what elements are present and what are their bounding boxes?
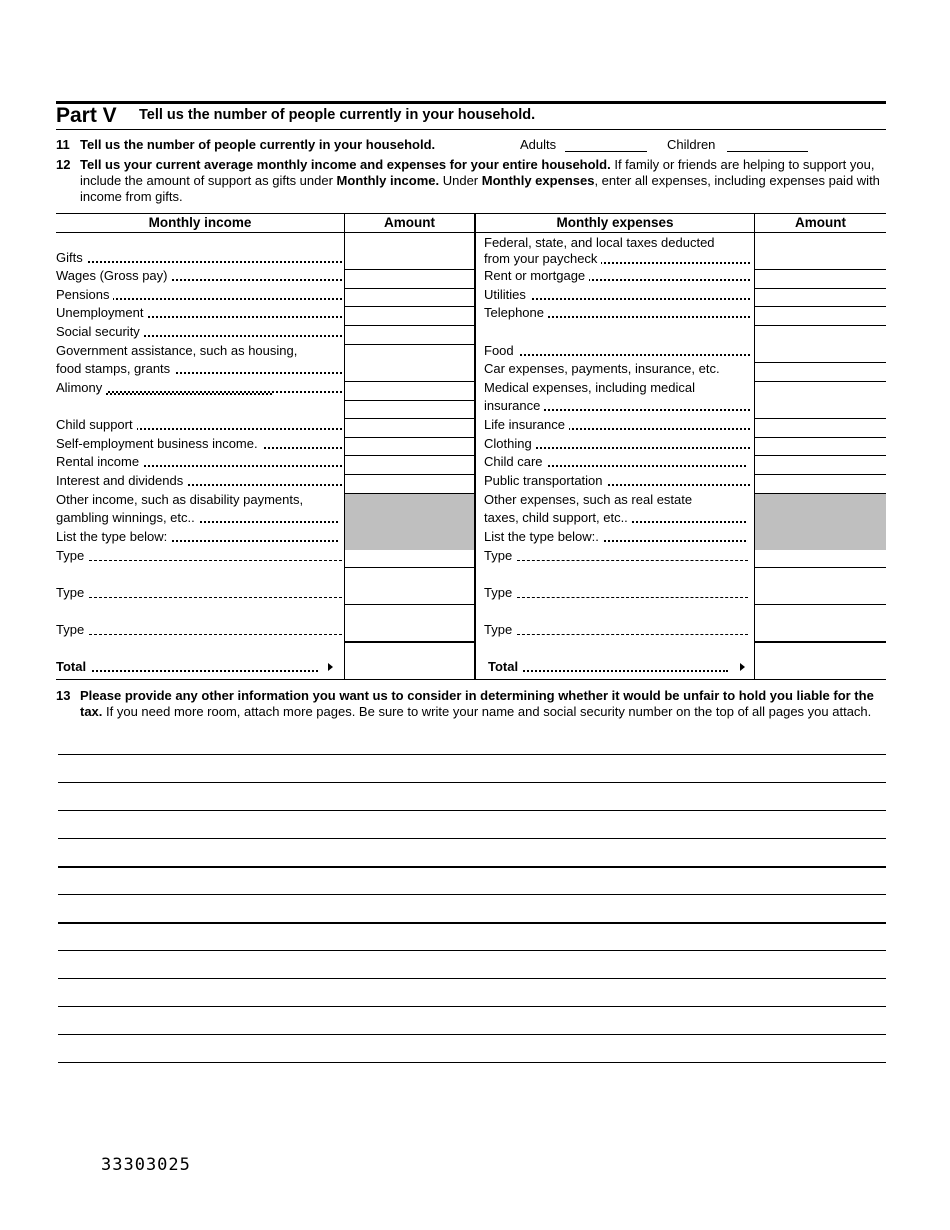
expense-list-type-label: List the type below:. — [484, 529, 746, 545]
expense-type2-label: Type — [484, 585, 513, 600]
income-type1-line[interactable] — [89, 560, 342, 561]
pensions-amount-field[interactable] — [345, 289, 474, 306]
writein-line[interactable] — [58, 1006, 886, 1007]
public-transport-label: Public transportation — [484, 473, 750, 489]
alimony-label: Alimony — [56, 380, 342, 396]
wages-label: Wages (Gross pay) — [56, 268, 342, 284]
taxes-label-2: from your paycheck — [484, 251, 750, 267]
income-row-line — [345, 493, 474, 494]
income-type2-amount-field[interactable] — [345, 568, 474, 604]
rent-label: Rent or mortgage — [484, 268, 750, 284]
col-divider-2 — [474, 213, 476, 680]
expense-total-label: Total — [488, 659, 728, 675]
income-amount-header: Amount — [384, 215, 435, 230]
life-insurance-amount-field[interactable] — [755, 419, 886, 437]
medical-label-2: insurance — [484, 398, 750, 414]
other-income-amount-field[interactable] — [345, 475, 474, 493]
telephone-label: Telephone — [484, 305, 750, 321]
part-bottom-rule — [56, 129, 886, 130]
clothing-label: Clothing — [484, 436, 750, 452]
expense-total-arrow-icon — [740, 663, 745, 671]
writein-line[interactable] — [58, 838, 886, 839]
car-amount-field[interactable] — [755, 363, 886, 381]
part-title: Tell us the number of people currently in your household. — [139, 107, 536, 123]
child-support-label: Child support — [56, 417, 342, 433]
income-type3-line[interactable] — [89, 634, 342, 635]
gov-assistance-amount-field[interactable] — [345, 345, 474, 381]
interest-amount-field[interactable] — [345, 456, 474, 474]
expense-header: Monthly expenses — [556, 215, 674, 230]
expense-type3-line[interactable] — [517, 634, 748, 635]
expense-type3-label: Type — [484, 622, 513, 637]
gov-assistance-label-1: Government assistance, such as housing, — [56, 343, 301, 359]
telephone-amount-field[interactable] — [755, 307, 886, 325]
q11-number: 11 — [56, 137, 70, 152]
medical-amount-field[interactable] — [755, 382, 886, 418]
wages-amount-field[interactable] — [345, 270, 474, 288]
children-label: Children — [667, 137, 716, 152]
unemployment-amount-field[interactable] — [345, 307, 474, 325]
alimony-amount-field[interactable] — [345, 382, 474, 400]
utilities-label: Utilities — [484, 287, 750, 303]
income-list-type-label: List the type below: — [56, 529, 338, 545]
food-label: Food — [484, 343, 750, 359]
other-income-label-2: gambling winnings, etc.. — [56, 510, 338, 526]
expense-shaded-cell — [755, 493, 886, 550]
income-type2-line[interactable] — [89, 597, 342, 598]
q11-text: Tell us the number of people currently in your household. — [80, 137, 436, 152]
life-insurance-label: Life insurance — [484, 417, 750, 433]
writein-line[interactable] — [58, 894, 886, 895]
income-total-amount-field[interactable] — [345, 643, 474, 679]
expense-type2-line[interactable] — [517, 597, 748, 598]
child-care-label: Child care — [484, 454, 746, 470]
expense-amount-header: Amount — [795, 215, 846, 230]
q12-bold2: Monthly income. — [336, 173, 440, 188]
writein-line[interactable] — [58, 782, 886, 783]
q12-bold3: Monthly expenses — [481, 173, 595, 188]
expense-row-line — [755, 493, 886, 494]
other-income-label-1: Other income, such as disability payments, — [56, 492, 307, 508]
interest-label: Interest and dividends — [56, 473, 342, 489]
expense-type1-amount-field[interactable] — [755, 551, 886, 567]
self-employment-label: Self-employment business income. — [56, 436, 342, 452]
table-bottom-rule — [56, 679, 886, 680]
taxes-amount-field[interactable] — [755, 233, 886, 269]
writein-line[interactable] — [58, 922, 886, 924]
writein-line[interactable] — [58, 1062, 886, 1063]
income-type3-label: Type — [56, 622, 85, 637]
q12-text1: If family or friends are helping to support you, include the amount of support as gifts under — [80, 157, 875, 188]
expense-total-amount-field[interactable] — [755, 643, 886, 679]
gov-assistance-label-2: food stamps, grants — [56, 361, 342, 377]
child-care-amount-field[interactable] — [755, 456, 886, 474]
medical-label-1: Medical expenses, including medical — [484, 380, 699, 396]
rental-amount-field[interactable] — [345, 438, 474, 455]
rental-label: Rental income — [56, 454, 342, 470]
self-employment-amount-field[interactable] — [345, 419, 474, 437]
child-support-amount-field[interactable] — [345, 401, 474, 418]
q13-rest: If you need more room, attach more pages. Be sure to write your name and social security number on the top of all pages you attach. — [102, 704, 872, 719]
income-type3-amount-field[interactable] — [345, 605, 474, 641]
other-expenses-label-2: taxes, child support, etc.. — [484, 510, 746, 526]
q13-number: 13 — [56, 688, 71, 703]
q12-number: 12 — [56, 157, 71, 172]
social-security-label: Social security — [56, 324, 342, 340]
public-transport-amount-field[interactable] — [755, 475, 886, 493]
children-input[interactable] — [727, 136, 808, 152]
income-shaded-cell — [345, 493, 474, 550]
form-code: 33303025 — [101, 1155, 191, 1175]
q12-text2: Under — [439, 173, 482, 188]
taxes-label-1: Federal, state, and local taxes deducted — [484, 235, 719, 251]
writein-line[interactable] — [58, 810, 886, 811]
unemployment-label: Unemployment — [56, 305, 342, 321]
expense-type1-line[interactable] — [517, 560, 748, 561]
adults-label: Adults — [520, 137, 557, 152]
writein-line[interactable] — [58, 754, 886, 755]
part-top-rule — [56, 101, 886, 104]
q12-text3: , enter all expenses, including expenses paid with income from gifts. — [80, 173, 880, 204]
part-label: Part V — [56, 104, 117, 127]
income-total-label: Total — [56, 659, 318, 675]
other-expenses-label-1: Other expenses, such as real estate — [484, 492, 696, 508]
gifts-label: Gifts — [56, 250, 342, 266]
food-amount-field[interactable] — [755, 326, 886, 362]
clothing-amount-field[interactable] — [755, 438, 886, 455]
income-type1-amount-field[interactable] — [345, 551, 474, 567]
writein-line[interactable] — [58, 978, 886, 979]
car-label: Car expenses, payments, insurance, etc. — [484, 361, 724, 377]
expense-type2-amount-field[interactable] — [755, 568, 886, 604]
income-total-arrow-icon — [328, 663, 333, 671]
adults-input[interactable] — [565, 136, 647, 152]
writein-line[interactable] — [58, 866, 886, 868]
income-header: Monthly income — [148, 215, 252, 230]
utilities-amount-field[interactable] — [755, 289, 886, 306]
income-type1-label: Type — [56, 548, 85, 563]
rent-amount-field[interactable] — [755, 270, 886, 288]
expense-type1-label: Type — [484, 548, 513, 563]
table-top-rule — [56, 213, 886, 214]
writein-line[interactable] — [58, 1034, 886, 1035]
income-type2-label: Type — [56, 585, 85, 600]
writein-line[interactable] — [58, 950, 886, 951]
pensions-label: Pensions — [56, 287, 342, 303]
q13-bold: Please provide any other information you want us to consider in determining whether it would be unfair to hold you liable for the tax. — [80, 688, 874, 719]
q12-text — [80, 157, 880, 205]
gifts-amount-field[interactable] — [345, 233, 474, 269]
expense-type3-amount-field[interactable] — [755, 605, 886, 641]
q12-bold1: Tell us your current average monthly income and expenses for your entire household. — [80, 157, 611, 172]
q13-text — [80, 688, 888, 720]
social-security-amount-field[interactable] — [345, 326, 474, 344]
